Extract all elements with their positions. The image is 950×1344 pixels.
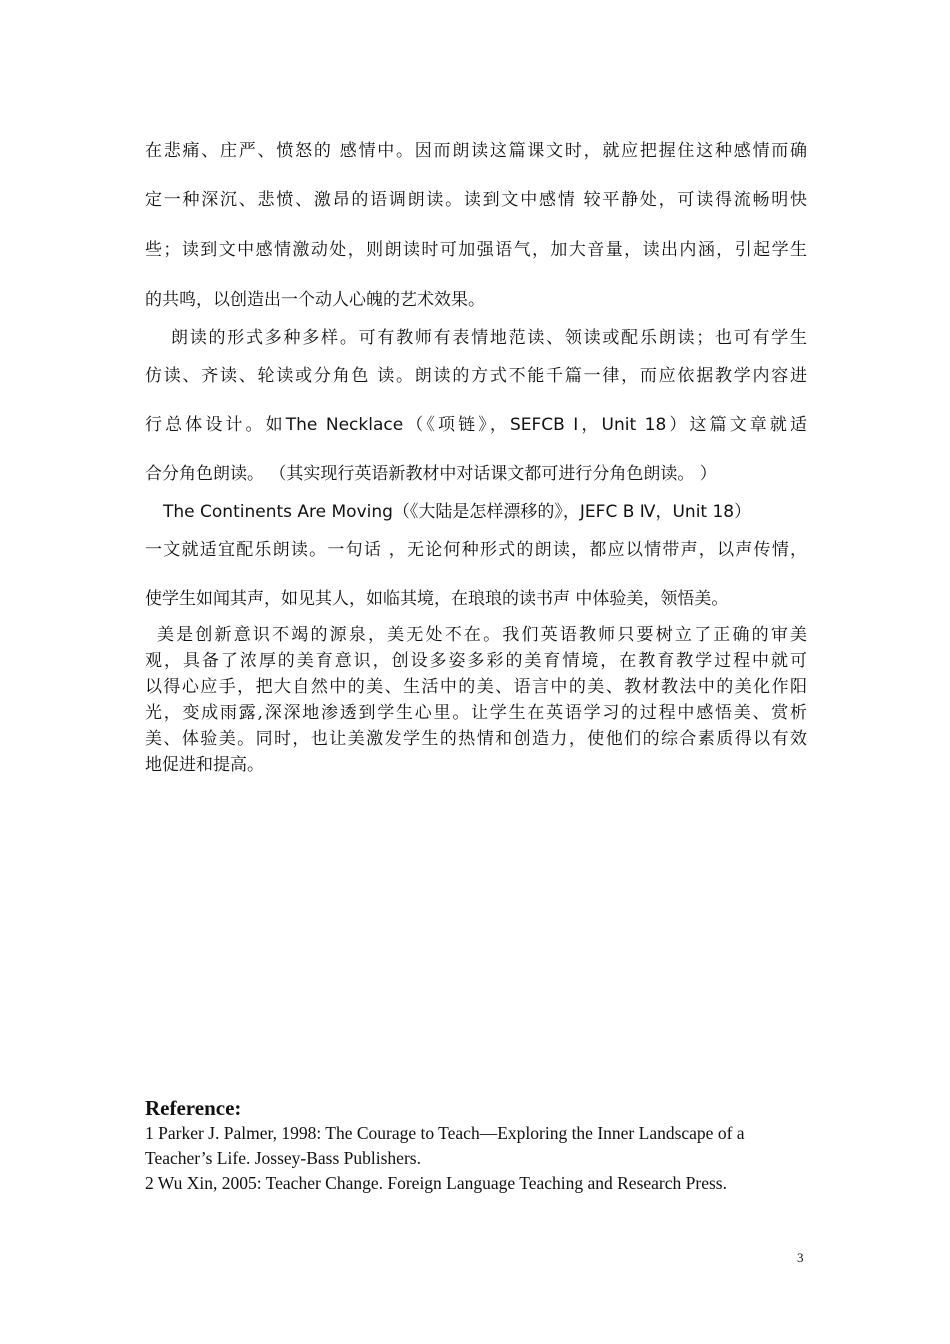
- line-3-middle: （《项链》，: [403, 415, 510, 435]
- line-5-middle: （《大陆是怎样漂移的》，: [392, 502, 580, 522]
- paragraph-2-line-7: 使学生如闻其声，如见其人，如临其境，在琅琅的读书声 中体验美，领悟美。: [145, 589, 729, 609]
- paragraph-3: [145, 622, 807, 778]
- paragraph-3-line-1: 美是创新意识不竭的源泉，美无处不在。我们英语教师只要树立了正确的审美: [157, 625, 807, 645]
- paragraph-3-line-6: 地促进和提高。: [145, 755, 264, 775]
- necklace-source: SEFCB Ⅰ，Unit 18: [509, 415, 667, 435]
- reference-item-2: 2 Wu Xin, 2005: Teacher Change. Foreign Language Teaching and Research Press.: [145, 1173, 727, 1193]
- paragraph-2-line-5: [163, 500, 807, 524]
- paragraph-2-line-4: 合分角色朗读。 （其实现行英语新教材中对话课文都可进行分角色朗读。 ）: [145, 464, 717, 484]
- paragraph-2-line-3: [145, 413, 807, 437]
- paragraph-1-line-2: 定一种深沉、悲愤、激昂的语调朗读。读到文中感情 较平静处，可读得流畅明快: [145, 190, 807, 210]
- continents-source: JEFC B Ⅳ，Unit 18: [579, 502, 735, 522]
- paragraph-3-line-5: 美、体验美。同时，也让美激发学生的热情和创造力，使他们的综合素质得以有效: [145, 729, 807, 749]
- paragraph-3-line-3: 以得心应手，把大自然中的美、生活中的美、语言中的美、教材教法中的美化作阳: [145, 677, 807, 697]
- paragraph-3-line-2: 观，具备了浓厚的美育意识，创设多姿多彩的美育情境，在教育教学过程中就可: [145, 651, 807, 671]
- paragraph-3-line-4: 光，变成雨露,深深地渗透到学生心里。让学生在英语学习的过程中感悟美、赏析: [145, 703, 807, 723]
- reference-heading: Reference:: [145, 1096, 242, 1120]
- necklace-title: The Necklace: [285, 415, 404, 435]
- paragraph-2-line-2: 仿读、齐读、轮读或分角色 读。朗读的方式不能千篇一律，而应依据教学内容进: [145, 366, 807, 386]
- reference-item-1-continued: Teacher’s Life. Jossey-Bass Publishers.: [145, 1148, 421, 1168]
- paragraph-1-line-3: 些；读到文中感情激动处，则朗读时可加强语气，加大音量，读出内涵，引起学生: [145, 240, 807, 260]
- paragraph-1-line-1: 在悲痛、庄严、愤怒的 感情中。因而朗读这篇课文时，就应把握住这种感情而确: [145, 141, 807, 161]
- line-5-suffix: ）: [734, 502, 752, 522]
- paragraph-2-line-1: 朗读的形式多种多样。可有教师有表情地范读、领读或配乐朗读；也可有学生: [171, 328, 807, 348]
- paragraph-2-line-6: 一文就适宜配乐朗读。一句话 ，无论何种形式的朗读，都应以情带声，以声传情，: [145, 540, 807, 560]
- line-3-suffix: ）这篇文章就适: [666, 415, 808, 435]
- line-3-prefix: 行总体设计。如: [145, 415, 286, 435]
- page-number: 3: [797, 1250, 804, 1265]
- continents-title: The Continents Are Moving: [163, 502, 393, 522]
- paragraph-1-line-4: 的共鸣，以创造出一个动人心魄的艺术效果。: [145, 290, 485, 310]
- reference-item-1: 1 Parker J. Palmer, 1998: The Courage to Teach—Exploring the Inner Landscape of a: [145, 1123, 745, 1143]
